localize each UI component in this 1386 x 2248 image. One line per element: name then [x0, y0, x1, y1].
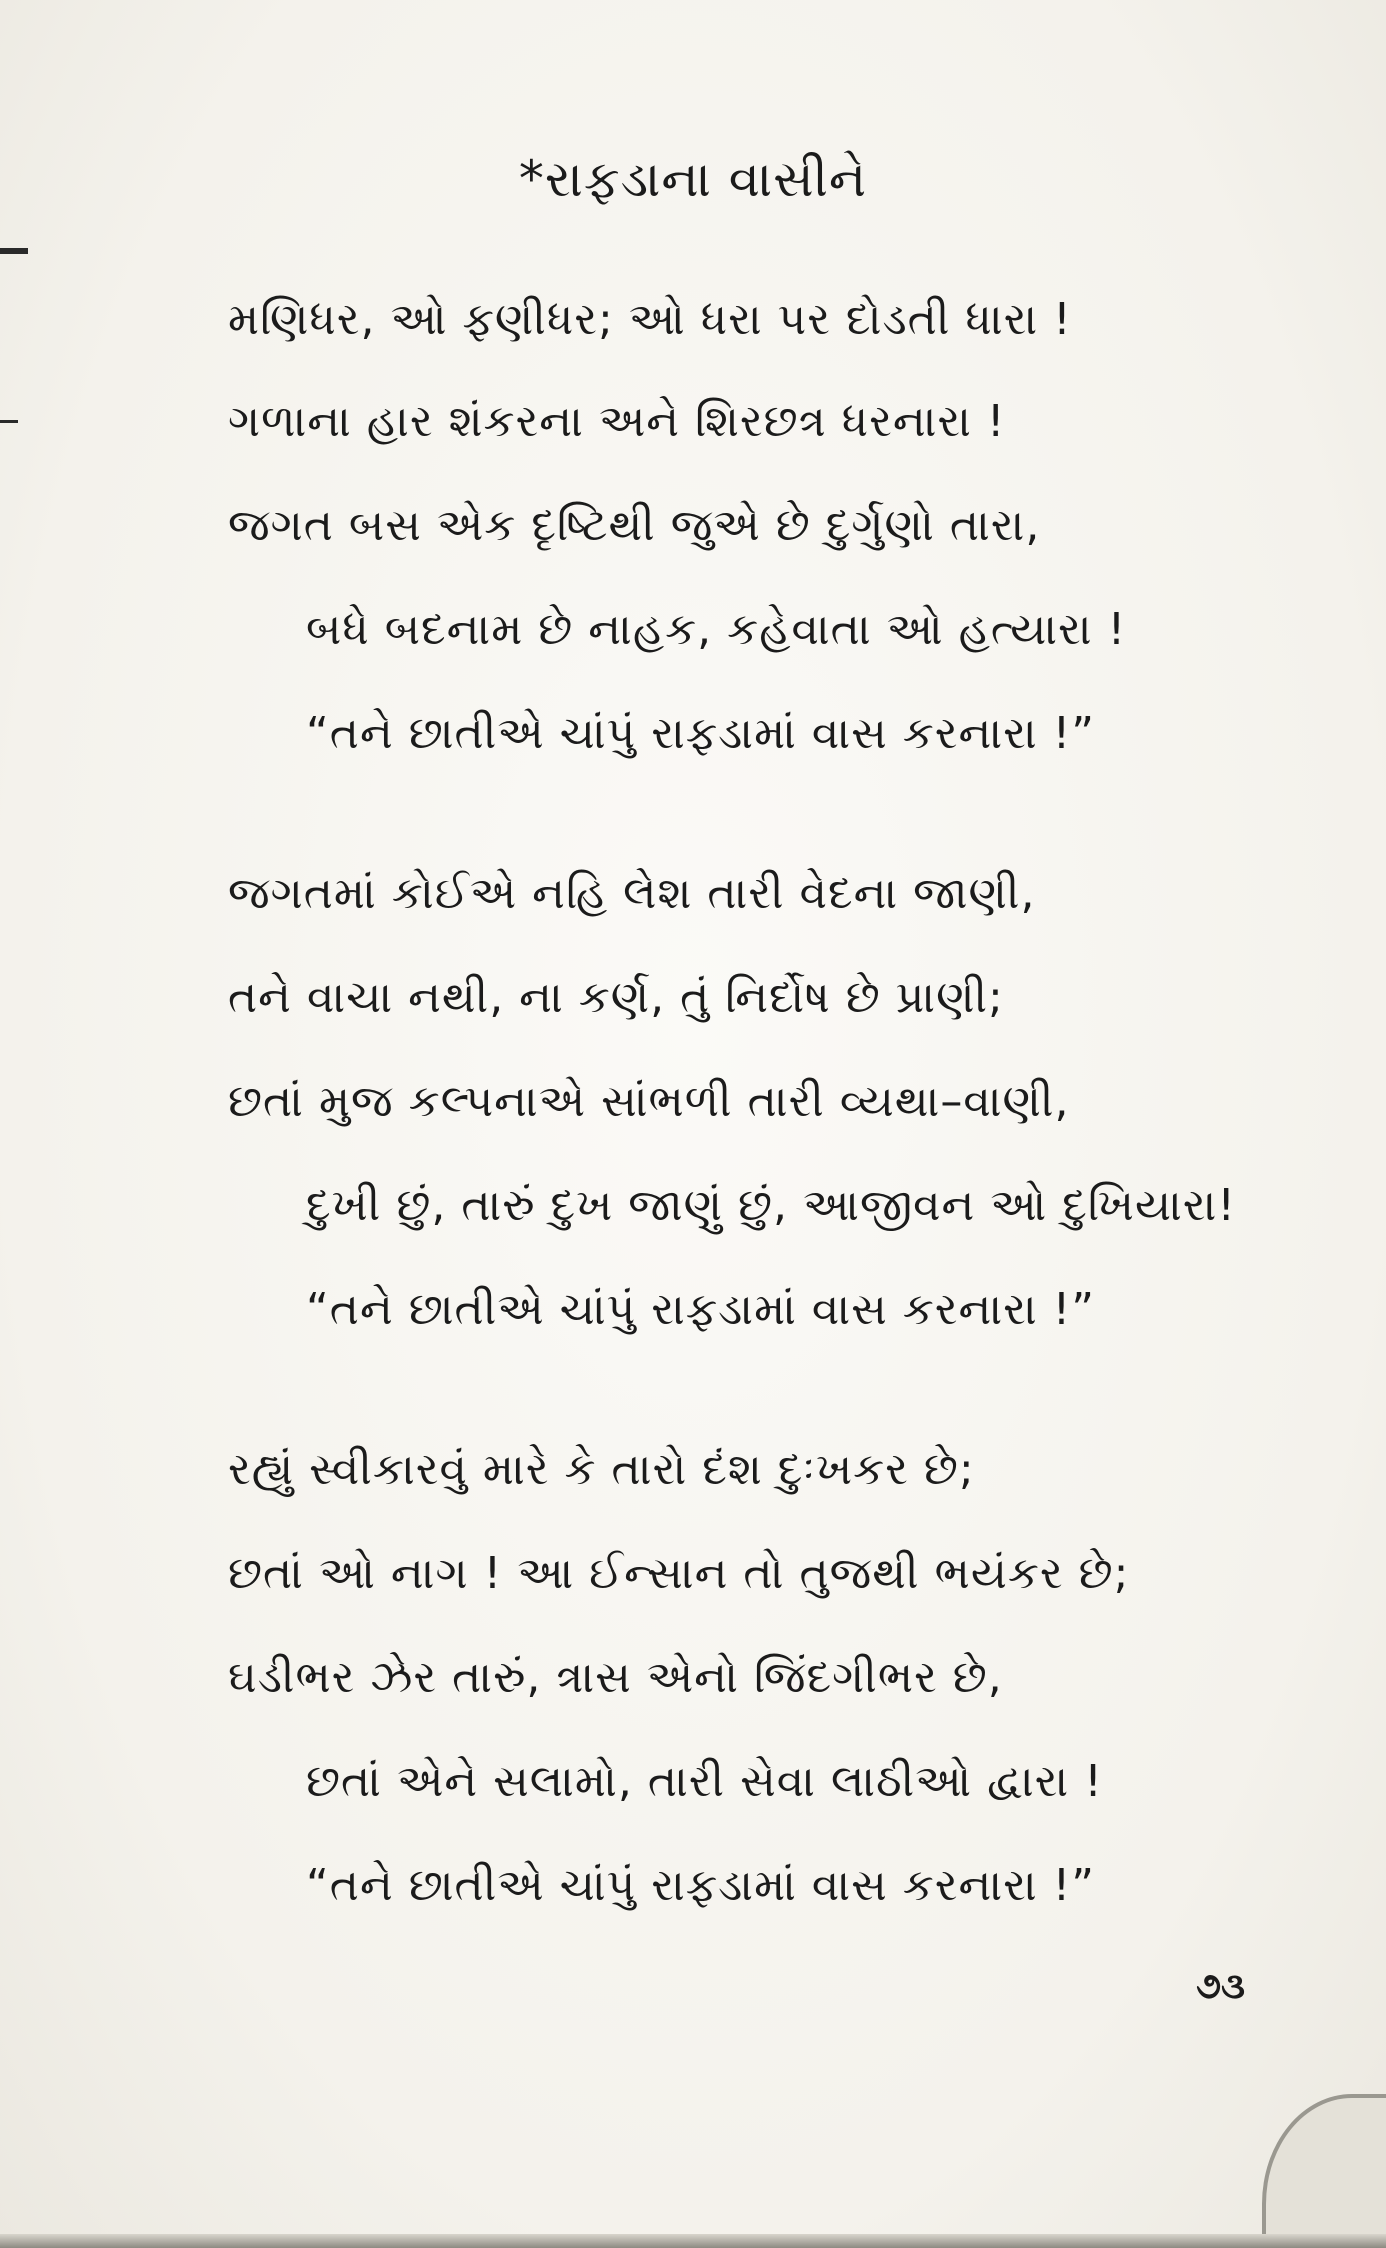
refrain-line: “તને છાતીએ ચાંપું રાફડામાં વાસ કરનારા !”: [306, 1860, 1096, 1911]
page-curl: [1262, 2094, 1386, 2248]
poem-line: છતાં એને સલામો, તારી સેવા લાઠીઓ દ્વારા !: [306, 1756, 1103, 1807]
poem-line: છતાં ઓ નાગ ! આ ઈન્સાન તો તુજથી ભયંકર છે;: [228, 1548, 1130, 1599]
poem-line: મણિધર, ઓ ફણીધર; ઓ ધરા પર દોડતી ધારા !: [228, 294, 1072, 345]
poem-line: ઘડીભર ઝેર તારું, ત્રાસ એનો જિંદગીભર છે,: [228, 1652, 1003, 1703]
binding-mark: [0, 420, 18, 423]
poem-line: જગતમાં કોઈએ નહિ લેશ તારી વેદના જાણી,: [228, 868, 1036, 919]
poem-line: છતાં મુજ કલ્પનાએ સાંભળી તારી વ્યથા–વાણી,: [228, 1076, 1070, 1127]
page-number: ૭૩: [1196, 1966, 1245, 2007]
page-bottom-edge: [0, 2234, 1386, 2248]
poem-line: દુખી છું, તારું દુખ જાણું છું, આજીવન ઓ દુખિયારા!: [306, 1180, 1236, 1231]
poem-title: *રાફડાના વાસીને: [518, 150, 868, 208]
refrain-line: “તને છાતીએ ચાંપું રાફડામાં વાસ કરનારા !”: [306, 1284, 1096, 1335]
poem-line: તને વાચા નથી, ના કર્ણ, તું નિર્દોષ છે પ્રાણી;: [228, 972, 1004, 1023]
poem-line: ગળાના હાર શંકરના અને શિરછત્ર ધરનારા !: [228, 396, 1006, 447]
poem-line: જગત બસ એક દૃષ્ટિથી જુએ છે દુર્ગુણો તારા,: [228, 500, 1041, 551]
poem-line: રહ્યું સ્વીકારવું મારે કે તારો દંશ દુઃખકર છે;: [228, 1444, 975, 1495]
binding-mark: [0, 248, 28, 254]
refrain-line: “તને છાતીએ ચાંપું રાફડામાં વાસ કરનારા !”: [306, 708, 1096, 759]
poem-line: બધે બદનામ છે નાહક, કહેવાતા ઓ હત્યારા !: [306, 604, 1127, 655]
